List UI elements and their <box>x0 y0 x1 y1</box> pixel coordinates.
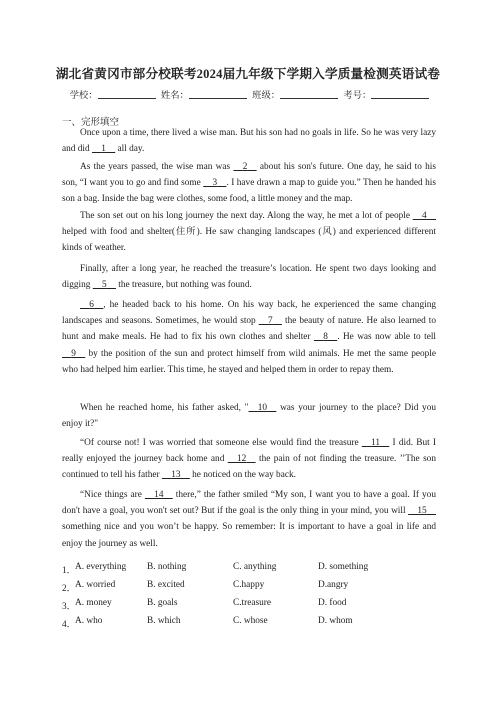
option-d[interactable]: D. food <box>318 598 347 608</box>
blank-9: 9 <box>71 348 76 359</box>
blank-2: 2 <box>242 162 248 172</box>
question-options-1: 1． A. everything B. nothing C. anything D. something <box>62 562 369 576</box>
question-options-3: 3． A. money B. goals C.treasure D. food <box>62 598 347 612</box>
passage-paragraph: As the years passed, the wise man was 2 about his son's future. One day, he said to his son, “I want you to go and find some 3 . I have drawn a map to guide you.” Then he handed his son a bag. Inside the bag were clothes, some food, a little money and the map. <box>62 159 436 208</box>
option-b[interactable]: B. which <box>147 616 181 626</box>
passage-paragraph: Finally, after a long year, he reached the treasure’s location. He spent two days looking and digging 5 the treasure, but nothing was found. <box>62 261 436 293</box>
school-blank[interactable] <box>98 89 156 99</box>
option-d[interactable]: D. whom <box>318 616 353 626</box>
blank-11: 11 <box>371 438 381 448</box>
blank-6: 6 <box>89 300 94 310</box>
name-blank[interactable] <box>189 89 247 99</box>
option-b[interactable]: B. goals <box>147 598 178 608</box>
blank-7: 7 <box>268 316 273 327</box>
passage-paragraph: “Nice things are 14 there,” the father smiled “My son, I want you to have a goal. If you don't have a goal, you won't set out? But if the goal is the only thing in your mind, you will 15 something nice and you won’t be happy. So remember: It is important to have a goal in life and enjoy the journey as well. <box>62 487 436 552</box>
blank-5: 5 <box>102 280 107 291</box>
option-d[interactable]: D.angry <box>318 580 349 590</box>
passage-paragraph: Once upon a time, there lived a wise man. But his son had no goals in life. So he was very lazy and did 1 all day. <box>62 125 436 157</box>
option-a[interactable]: A. money <box>75 598 112 608</box>
question-options-2: 2． A. worried B. excited C.happy D.angry <box>62 580 349 594</box>
page-title: 湖北省黄冈市部分校联考2024届九年级下学期入学质量检测英语试卷 <box>55 67 441 81</box>
name-label: 姓名： <box>160 91 189 101</box>
passage-paragraph: 6 , he headed back to his home. On his way back, he experienced the same changing landscapes and seasons. Sometimes, he would stop 7 the beauty of nature. He also learned to hunt and make meals. He had to fix his own clothes and shelter 8 . He was now able to tell 9 by the position of the sun and protect himself from wild animals. He met the same people who had helped him earlier. This time, he stayed and helped them in order to repay them. <box>62 297 436 378</box>
class-label: 班级： <box>252 91 281 101</box>
blank-14: 14 <box>154 490 164 500</box>
option-a[interactable]: A. who <box>75 616 103 626</box>
blank-8: 8 <box>323 332 328 343</box>
blank-10: 10 <box>257 403 268 413</box>
blank-4: 4 <box>422 211 427 221</box>
passage-paragraph: “Of course not! I was worried that someone else would find the treasure 11 I did. But I really enjoyed the journey back home and 12 the pain of not finding the treasure. ’’The son continued to tell his father 13 he noticed on the way back. <box>62 435 436 484</box>
passage-paragraph: When he reached home, his father asked, " 10 was your journey to the place? Did you enjoy it?" <box>62 400 436 432</box>
option-b[interactable]: B. excited <box>147 580 185 590</box>
number-blank[interactable] <box>371 89 429 99</box>
blank-15: 15 <box>417 506 427 517</box>
option-a[interactable]: A. worried <box>75 580 116 590</box>
option-c[interactable]: C.treasure <box>233 598 271 608</box>
question-options-4: 4． A. who B. which C. whose D. whom <box>62 616 353 630</box>
number-label: 考号： <box>343 91 372 101</box>
blank-13: 13 <box>171 470 181 481</box>
school-label: 学校： <box>69 91 98 101</box>
option-a[interactable]: A. everything <box>75 562 127 572</box>
class-blank[interactable] <box>280 89 338 99</box>
option-c[interactable]: C. anything <box>233 562 277 572</box>
section-heading: 一、完形填空 <box>62 118 120 128</box>
option-c[interactable]: C.happy <box>233 580 265 590</box>
student-info-line <box>0 87 496 101</box>
blank-12: 12 <box>237 454 247 465</box>
option-d[interactable]: D. something <box>318 562 369 572</box>
blank-3: 3 <box>212 178 218 189</box>
option-b[interactable]: B. nothing <box>147 562 187 572</box>
passage-paragraph: The son set out on his long journey the next day. Along the way, he met a lot of people 4 helped with food and shelter(住所). He saw changing landscapes (风) and experienced different kinds of weather. <box>62 208 436 257</box>
blank-1: 1 <box>101 144 106 155</box>
option-c[interactable]: C. whose <box>233 616 268 626</box>
